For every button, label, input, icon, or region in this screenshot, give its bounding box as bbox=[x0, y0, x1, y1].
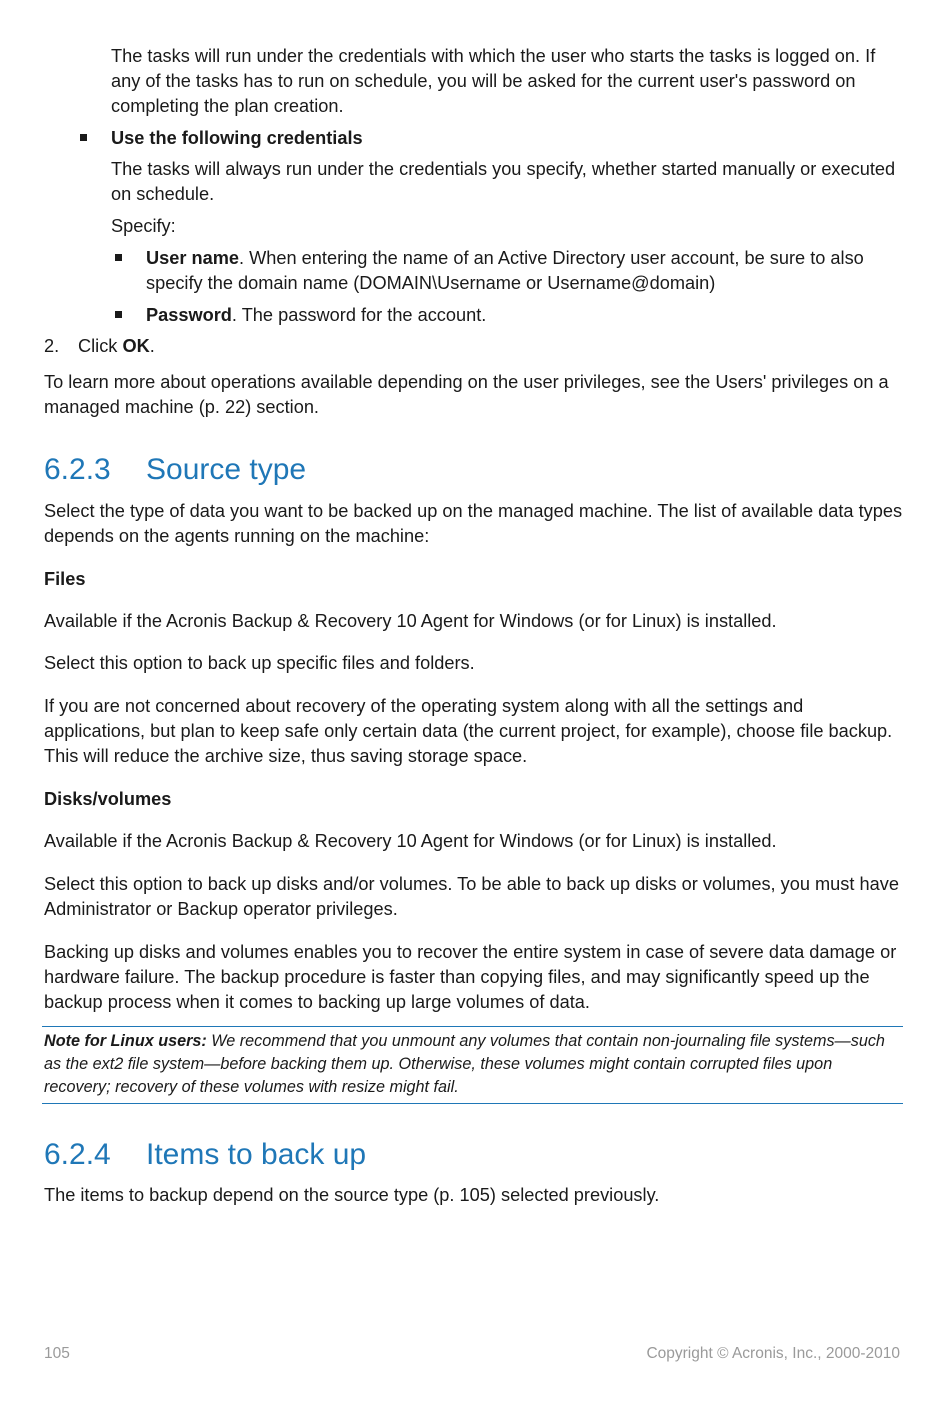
bullet-password bbox=[146, 303, 906, 328]
step-text-pre: Click bbox=[78, 336, 123, 356]
step-2 bbox=[44, 334, 155, 359]
footer-copyright: Copyright © Acronis, Inc., 2000-2010 bbox=[646, 1345, 900, 1362]
square-bullet-icon bbox=[115, 254, 122, 261]
square-bullet-icon bbox=[80, 134, 87, 141]
heading-items-to-back-up bbox=[44, 1137, 366, 1173]
step-text-post: . bbox=[149, 336, 155, 356]
user-name-label: User name bbox=[146, 248, 240, 268]
heading-number: 6.2.4 bbox=[44, 1138, 111, 1171]
bullet-user-name bbox=[146, 246, 906, 296]
paragraph-disks-benefits: Backing up disks and volumes enables you to recover the entire system in case of severe data damage or hardware failure. The backup procedure is faster than copying files, and may significantly speed up the backup process when it comes to backing up large volumes of data. bbox=[44, 942, 897, 1012]
paragraph-learn-more: To learn more about operations available depending on the user privileges, see the Users' privileges on a managed machine (p. 22) section. bbox=[44, 372, 889, 417]
paragraph-disks-available: Available if the Acronis Backup & Recovery 10 Agent for Windows (or for Linux) is installed. bbox=[44, 831, 777, 851]
heading-title: Source type bbox=[146, 453, 307, 486]
paragraph-specified-credentials: The tasks will always run under the credentials you specify, whether started manually or executed on schedule. bbox=[111, 159, 896, 204]
bullet-label: Use the following credentials bbox=[111, 128, 363, 148]
note-box-linux bbox=[42, 1026, 903, 1104]
paragraph-disks-select: Select this option to back up disks and/or volumes. To be able to back up disks or volumes, you must have Administrator or Backup operator privileges. bbox=[44, 874, 899, 919]
password-text: . The password for the account. bbox=[231, 305, 487, 325]
paragraph-files-concern: If you are not concerned about recovery of the operating system along with all the settings and applications, but plan to keep safe only certain data (the current project, for example), choose file backup. This will reduce the archive size, thus saving storage space. bbox=[44, 696, 893, 766]
paragraph-files-available: Available if the Acronis Backup & Recovery 10 Agent for Windows (or for Linux) is installed. bbox=[44, 611, 777, 631]
subheading-files: Files bbox=[44, 569, 86, 589]
paragraph-files-select: Select this option to back up specific files and folders. bbox=[44, 653, 475, 673]
paragraph-specify: Specify: bbox=[111, 216, 176, 236]
paragraph-items: The items to backup depend on the source type (p. 105) selected previously. bbox=[44, 1185, 660, 1205]
user-name-text: . When entering the name of an Active Directory user account, be sure to also specify the domain name (DOMAIN\Username or Username@domain) bbox=[146, 248, 864, 293]
subheading-disks-volumes: Disks/volumes bbox=[44, 789, 172, 809]
note-label: Note for Linux users: bbox=[44, 1032, 207, 1050]
heading-source-type bbox=[44, 452, 306, 488]
step-ok: OK bbox=[122, 336, 150, 356]
footer-page-number: 105 bbox=[44, 1345, 70, 1362]
heading-title: Items to back up bbox=[146, 1138, 367, 1171]
note-text: We recommend that you unmount any volumes that contain non-journaling file systems—such as the ext2 file system—before backing them up. Otherwise, these volumes might contain corrupted files upon recovery; recovery of these volumes with resize might fail. bbox=[44, 1032, 885, 1096]
step-number: 2. bbox=[44, 336, 60, 356]
bullet-use-following-credentials bbox=[111, 126, 906, 151]
paragraph-select-type: Select the type of data you want to be backed up on the managed machine. The list of available data types depends on the agents running on the machine: bbox=[44, 501, 903, 546]
square-bullet-icon bbox=[115, 311, 122, 318]
note-text-block bbox=[44, 1030, 900, 1099]
paragraph-current-user: The tasks will run under the credentials with which the user who starts the tasks is logged on. If any of the tasks has to run on schedule, you will be asked for the current user's password on completing the plan creation. bbox=[111, 46, 876, 116]
password-label: Password bbox=[146, 305, 232, 325]
heading-number: 6.2.3 bbox=[44, 453, 111, 486]
